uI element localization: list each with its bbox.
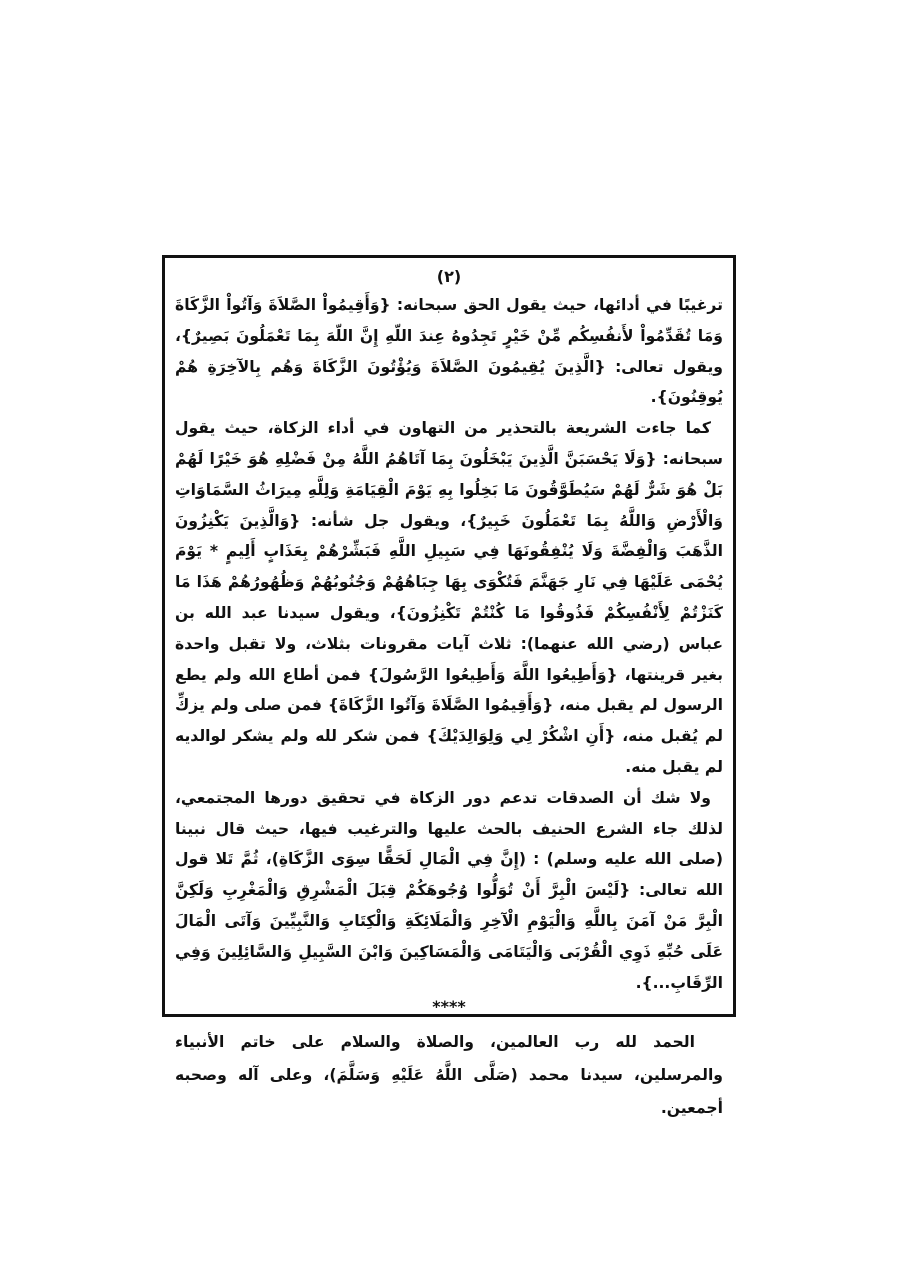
paragraph-charity: ولا شك أن الصدقات تدعم دور الزكاة في تحقيق دورها المجتمعي، لذلك جاء الشرع الحنيف بالحث عليها والترغيب فيها، حيث قال نبينا (صلى الله عليه وسلم) : (إِنَّ فِي الْمَالِ لَحَقًّا سِوَى الزَّكَاةِ)، ثُمَّ تَلا قول الله تعالى: {لَيْسَ الْبِرَّ أَنْ تُوَلُّوا وُجُوهَكُمْ قِبَلَ الْمَشْرِقِ وَالْمَغْرِبِ وَلَكِنَّ الْبِرَّ مَنْ آمَنَ بِاللَّهِ وَالْيَوْمِ الْآخِرِ وَالْمَلَائِكَةِ وَالْكِتَابِ وَالنَّبِيِّينَ وَآتَى الْمَالَ عَلَى حُبِّهِ ذَوِي الْقُرْبَى وَالْيَتَامَى وَالْمَسَاكِينَ وَابْنَ السَّبِيلِ وَالسَّائِلِينَ وَفِي الرِّقَابِ...}. bbox=[175, 788, 723, 992]
page-number: (٢) bbox=[436, 267, 462, 286]
paragraph-zakat-encouragement: ترغيبًا في أدائها، حيث يقول الحق سبحانه: {وَأَقِيمُواْ الصَّلاَةَ وَآتُواْ الزَّكَاةَ وَمَا تُقَدِّمُواْ لأَنفُسِكُم مِّنْ خَيْرٍ تَجِدُوهُ عِندَ اللّهِ إِنَّ اللّهَ بِمَا تَعْمَلُونَ بَصِيرٌ}، ويقول تعالى: {الَّذِينَ يُقِيمُونَ الصَّلاَةَ وَيُؤْتُونَ الزَّكَاةَ وَهُم بِالآخِرَةِ هُمْ يُوقِنُونَ}. bbox=[175, 296, 723, 407]
section-separator: **** bbox=[432, 997, 466, 1017]
closing-paragraph: الحمد لله رب العالمين، والصلاة والسلام على خاتم الأنبياء والمرسلين، سيدنا محمد (صَلَّى اللَّهُ عَلَيْهِ وَسَلَّمَ)، وعلى آله وصحبه أجمعين. bbox=[175, 1033, 723, 1118]
page-frame bbox=[162, 255, 736, 1118]
paragraph-zakat-warning: كما جاءت الشريعة بالتحذير من التهاون في أداء الزكاة، حيث يقول سبحانه: {وَلَا يَحْسَبَنَّ الَّذِينَ يَبْخَلُونَ بِمَا آتَاهُمُ اللَّهُ مِنْ فَضْلِهِ هُوَ خَيْرًا لَهُمْ بَلْ هُوَ شَرٌّ لَهُمْ سَيُطَوَّقُونَ مَا بَخِلُوا بِهِ يَوْمَ الْقِيَامَةِ وَلِلَّهِ مِيرَاثُ السَّمَاوَاتِ وَالْأَرْضِ وَاللَّهُ بِمَا تَعْمَلُونَ خَبِيرٌ}، ويقول جل شأنه: {وَالَّذِينَ يَكْنِزُونَ الذَّهَبَ وَالْفِضَّةَ وَلَا يُنْفِقُونَهَا فِي سَبِيلِ اللَّهِ فَبَشِّرْهُمْ بِعَذَابٍ أَلِيمٍ * يَوْمَ يُحْمَى عَلَيْهَا فِي نَارِ جَهَنَّمَ فَتُكْوَى بِهَا جِبَاهُهُمْ وَجُنُوبُهُمْ وَظُهُورُهُمْ هَذَا مَا كَنَزْتُمْ لِأَنْفُسِكُمْ فَذُوقُوا مَا كُنْتُمْ تَكْنِزُونَ}، ويقول سيدنا عبد الله بن عباس (رضي الله عنهما): ثلاث آيات مقرونات بثلاث، ولا تقبل واحدة بغير قرينتها، {وَأَطِيعُوا اللَّهَ وَأَطِيعُوا الرَّسُولَ} فمن أطاع الله ولم يطع الرسول لم يقبل منه، {وَأَقِيمُوا الصَّلَاةَ وَآتُوا الزَّكَاةَ} فمن صلى ولم يزكِّ لم يُقبل منه، {أَنِ اشْكُرْ لِي وَلِوَالِدَيْكَ} فمن شكر لله ولم يشكر لوالديه لم يقبل منه. bbox=[175, 419, 723, 776]
